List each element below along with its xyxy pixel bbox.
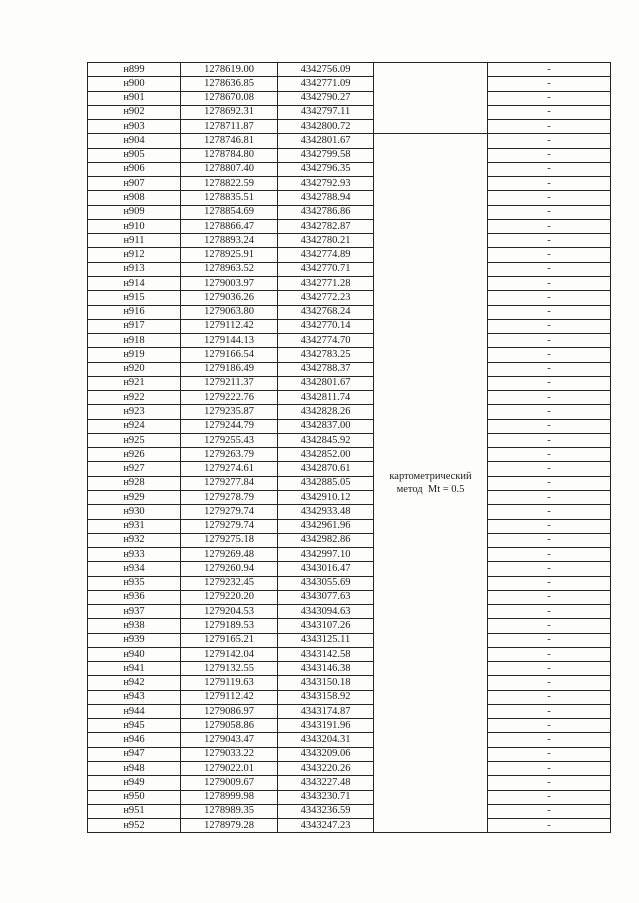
table-row [88,462,611,476]
x-coordinate-cell: 1279279.74 [181,505,278,519]
table-row [88,134,611,148]
note-cell: - [488,704,611,718]
x-coordinate-cell: 1279274.61 [181,462,278,476]
point-name-cell: н943 [88,690,181,704]
point-name-cell: н932 [88,533,181,547]
y-coordinate-cell: 4342790.27 [278,91,374,105]
x-coordinate-cell: 1279244.79 [181,419,278,433]
y-coordinate-cell: 4342870.61 [278,462,374,476]
table-row [88,533,611,547]
table-row [88,704,611,718]
y-coordinate-cell: 4343055.69 [278,576,374,590]
point-name-cell: н906 [88,162,181,176]
note-cell: - [488,505,611,519]
note-cell: - [488,291,611,305]
method-text-line1: картометрический [389,471,472,483]
x-coordinate-cell: 1279186.49 [181,362,278,376]
point-name-cell: н922 [88,391,181,405]
x-coordinate-cell: 1278963.52 [181,262,278,276]
x-coordinate-cell: 1279211.37 [181,376,278,390]
point-name-cell: н923 [88,405,181,419]
note-cell: - [488,662,611,676]
point-name-cell: н940 [88,647,181,661]
point-name-cell: н911 [88,234,181,248]
y-coordinate-cell: 4343220.26 [278,762,374,776]
x-coordinate-cell: 1279269.48 [181,548,278,562]
table-row [88,162,611,176]
y-coordinate-cell: 4342961.96 [278,519,374,533]
table-row [88,362,611,376]
y-coordinate-cell: 4342800.72 [278,120,374,134]
point-name-cell: н924 [88,419,181,433]
table-row [88,91,611,105]
table-row [88,405,611,419]
y-coordinate-cell: 4343146.38 [278,662,374,676]
table-row [88,219,611,233]
x-coordinate-cell: 1279132.55 [181,662,278,676]
x-coordinate-cell: 1278711.87 [181,120,278,134]
note-cell: - [488,319,611,333]
y-coordinate-cell: 4342770.71 [278,262,374,276]
note-cell: - [488,219,611,233]
y-coordinate-cell: 4343107.26 [278,619,374,633]
point-name-cell: н910 [88,219,181,233]
y-coordinate-cell: 4342801.67 [278,134,374,148]
y-coordinate-cell: 4343230.71 [278,790,374,804]
point-name-cell: н909 [88,205,181,219]
y-coordinate-cell: 4342782.87 [278,219,374,233]
x-coordinate-cell: 1278854.69 [181,205,278,219]
x-coordinate-cell: 1278979.28 [181,819,278,833]
x-coordinate-cell: 1278784.80 [181,148,278,162]
table-row [88,662,611,676]
y-coordinate-cell: 4342982.86 [278,533,374,547]
y-coordinate-cell: 4342933.48 [278,505,374,519]
y-coordinate-cell: 4342786.86 [278,205,374,219]
point-name-cell: н939 [88,633,181,647]
x-coordinate-cell: 1278835.51 [181,191,278,205]
y-coordinate-cell: 4342885.05 [278,476,374,490]
point-name-cell: н899 [88,63,181,77]
point-name-cell: н931 [88,519,181,533]
y-coordinate-cell: 4343142.58 [278,647,374,661]
point-name-cell: н925 [88,433,181,447]
y-coordinate-cell: 4342771.09 [278,77,374,91]
x-coordinate-cell: 1278999.98 [181,790,278,804]
x-coordinate-cell: 1278636.85 [181,77,278,91]
note-cell: - [488,234,611,248]
y-coordinate-cell: 4343094.63 [278,605,374,619]
point-name-cell: н902 [88,105,181,119]
table-row [88,733,611,747]
table-row [88,262,611,276]
note-cell: - [488,433,611,447]
note-cell: - [488,819,611,833]
note-cell: - [488,262,611,276]
note-cell: - [488,519,611,533]
x-coordinate-cell: 1279022.01 [181,762,278,776]
note-cell: - [488,690,611,704]
note-cell: - [488,448,611,462]
y-coordinate-cell: 4343247.23 [278,819,374,833]
point-name-cell: н903 [88,120,181,134]
x-coordinate-cell: 1279263.79 [181,448,278,462]
table-row [88,590,611,604]
table-row [88,305,611,319]
x-coordinate-cell: 1279165.21 [181,633,278,647]
note-cell: - [488,676,611,690]
coordinates-table-body [88,63,611,833]
note-cell: - [488,334,611,348]
y-coordinate-cell: 4343158.92 [278,690,374,704]
table-row [88,419,611,433]
x-coordinate-cell: 1278989.35 [181,804,278,818]
table-row [88,476,611,490]
point-name-cell: н930 [88,505,181,519]
x-coordinate-cell: 1279086.97 [181,704,278,718]
y-coordinate-cell: 4342774.89 [278,248,374,262]
x-coordinate-cell: 1279112.42 [181,319,278,333]
point-name-cell: н941 [88,662,181,676]
x-coordinate-cell: 1279112.42 [181,690,278,704]
table-row [88,619,611,633]
table-row [88,562,611,576]
x-coordinate-cell: 1279119.63 [181,676,278,690]
table-row [88,519,611,533]
y-coordinate-cell: 4343204.31 [278,733,374,747]
table-row [88,647,611,661]
note-cell: - [488,490,611,504]
point-name-cell: н935 [88,576,181,590]
table-row [88,433,611,447]
x-coordinate-cell: 1279255.43 [181,433,278,447]
table-row [88,205,611,219]
y-coordinate-cell: 4342770.14 [278,319,374,333]
y-coordinate-cell: 4343077.63 [278,590,374,604]
note-cell: - [488,91,611,105]
table-row [88,376,611,390]
x-coordinate-cell: 1279033.22 [181,747,278,761]
y-coordinate-cell: 4343150.18 [278,676,374,690]
point-name-cell: н938 [88,619,181,633]
point-name-cell: н926 [88,448,181,462]
x-coordinate-cell: 1279063.80 [181,305,278,319]
table-row [88,105,611,119]
table-row [88,291,611,305]
note-cell: - [488,790,611,804]
x-coordinate-cell: 1278866.47 [181,219,278,233]
table-row [88,548,611,562]
x-coordinate-cell: 1278925.91 [181,248,278,262]
point-name-cell: н927 [88,462,181,476]
point-name-cell: н905 [88,148,181,162]
note-cell: - [488,376,611,390]
x-coordinate-cell: 1279009.67 [181,776,278,790]
note-cell: - [488,419,611,433]
point-name-cell: н934 [88,562,181,576]
x-coordinate-cell: 1279260.94 [181,562,278,576]
note-cell: - [488,562,611,576]
point-name-cell: н945 [88,719,181,733]
table-row [88,177,611,191]
note-cell: - [488,619,611,633]
x-coordinate-cell: 1279036.26 [181,291,278,305]
y-coordinate-cell: 4342771.28 [278,276,374,290]
point-name-cell: н942 [88,676,181,690]
note-cell: - [488,776,611,790]
y-coordinate-cell: 4343125.11 [278,633,374,647]
note-cell: - [488,576,611,590]
table-row [88,248,611,262]
table-row [88,790,611,804]
note-cell: - [488,134,611,148]
note-cell: - [488,362,611,376]
y-coordinate-cell: 4342772.23 [278,291,374,305]
point-name-cell: н946 [88,733,181,747]
point-name-cell: н912 [88,248,181,262]
table-row [88,719,611,733]
note-cell: - [488,348,611,362]
point-name-cell: н950 [88,790,181,804]
point-name-cell: н914 [88,276,181,290]
point-name-cell: н920 [88,362,181,376]
x-coordinate-cell: 1279235.87 [181,405,278,419]
x-coordinate-cell: 1279189.53 [181,619,278,633]
table-row [88,276,611,290]
x-coordinate-cell: 1279277.84 [181,476,278,490]
y-coordinate-cell: 4342910.12 [278,490,374,504]
note-cell: - [488,191,611,205]
table-row [88,348,611,362]
x-coordinate-cell: 1278619.00 [181,63,278,77]
x-coordinate-cell: 1279003.97 [181,276,278,290]
table-row [88,120,611,134]
note-cell: - [488,405,611,419]
table-row [88,191,611,205]
x-coordinate-cell: 1278807.40 [181,162,278,176]
table-row [88,676,611,690]
table-row [88,819,611,833]
point-name-cell: н929 [88,490,181,504]
y-coordinate-cell: 4343016.47 [278,562,374,576]
note-cell: - [488,305,611,319]
note-cell: - [488,63,611,77]
table-row [88,490,611,504]
point-name-cell: н937 [88,605,181,619]
note-cell: - [488,205,611,219]
point-name-cell: н913 [88,262,181,276]
x-coordinate-cell: 1279232.45 [181,576,278,590]
note-cell: - [488,533,611,547]
y-coordinate-cell: 4342774.70 [278,334,374,348]
note-cell: - [488,719,611,733]
x-coordinate-cell: 1278670.08 [181,91,278,105]
y-coordinate-cell: 4342756.09 [278,63,374,77]
note-cell: - [488,105,611,119]
y-coordinate-cell: 4342783.25 [278,348,374,362]
point-name-cell: н901 [88,91,181,105]
x-coordinate-cell: 1278893.24 [181,234,278,248]
note-cell: - [488,804,611,818]
coordinates-table [87,62,611,833]
y-coordinate-cell: 4342768.24 [278,305,374,319]
y-coordinate-cell: 4342811.74 [278,391,374,405]
point-name-cell: н928 [88,476,181,490]
point-name-cell: н919 [88,348,181,362]
note-cell: - [488,391,611,405]
note-cell: - [488,162,611,176]
table-row [88,63,611,77]
note-cell: - [488,733,611,747]
y-coordinate-cell: 4342801.67 [278,376,374,390]
table-row [88,391,611,405]
y-coordinate-cell: 4343227.48 [278,776,374,790]
y-coordinate-cell: 4342792.93 [278,177,374,191]
table-row [88,576,611,590]
x-coordinate-cell: 1279275.18 [181,533,278,547]
y-coordinate-cell: 4343209.06 [278,747,374,761]
note-cell: - [488,647,611,661]
point-name-cell: н947 [88,747,181,761]
table-row [88,633,611,647]
point-name-cell: н918 [88,334,181,348]
method-cell-empty [374,63,488,134]
y-coordinate-cell: 4342828.26 [278,405,374,419]
y-coordinate-cell: 4343236.59 [278,804,374,818]
y-coordinate-cell: 4343191.96 [278,719,374,733]
point-name-cell: н921 [88,376,181,390]
point-name-cell: н952 [88,819,181,833]
y-coordinate-cell: 4342780.21 [278,234,374,248]
point-name-cell: н917 [88,319,181,333]
table-row [88,804,611,818]
note-cell: - [488,762,611,776]
y-coordinate-cell: 4342852.00 [278,448,374,462]
y-coordinate-cell: 4342837.00 [278,419,374,433]
x-coordinate-cell: 1279222.76 [181,391,278,405]
point-name-cell: н948 [88,762,181,776]
note-cell: - [488,747,611,761]
y-coordinate-cell: 4342845.92 [278,433,374,447]
note-cell: - [488,590,611,604]
table-row [88,762,611,776]
y-coordinate-cell: 4342788.94 [278,191,374,205]
point-name-cell: н904 [88,134,181,148]
table-row [88,747,611,761]
note-cell: - [488,548,611,562]
x-coordinate-cell: 1278746.81 [181,134,278,148]
note-cell: - [488,177,611,191]
table-row [88,77,611,91]
table-row [88,776,611,790]
x-coordinate-cell: 1279166.54 [181,348,278,362]
y-coordinate-cell: 4342799.58 [278,148,374,162]
method-text-line2: метод Mt = 0.5 [396,484,465,496]
y-coordinate-cell: 4343174.87 [278,704,374,718]
point-name-cell: н951 [88,804,181,818]
note-cell: - [488,148,611,162]
note-cell: - [488,633,611,647]
note-cell: - [488,77,611,91]
x-coordinate-cell: 1279279.74 [181,519,278,533]
x-coordinate-cell: 1279144.13 [181,334,278,348]
note-cell: - [488,248,611,262]
table-row [88,234,611,248]
note-cell: - [488,605,611,619]
point-name-cell: н936 [88,590,181,604]
point-name-cell: н949 [88,776,181,790]
note-cell: - [488,462,611,476]
point-name-cell: н933 [88,548,181,562]
x-coordinate-cell: 1278692.31 [181,105,278,119]
table-row [88,334,611,348]
table-row [88,505,611,519]
table-row [88,448,611,462]
note-cell: - [488,476,611,490]
x-coordinate-cell: 1278822.59 [181,177,278,191]
x-coordinate-cell: 1279043.47 [181,733,278,747]
method-cell [374,134,488,833]
point-name-cell: н915 [88,291,181,305]
y-coordinate-cell: 4342796.35 [278,162,374,176]
point-name-cell: н907 [88,177,181,191]
point-name-cell: н944 [88,704,181,718]
y-coordinate-cell: 4342788.37 [278,362,374,376]
y-coordinate-cell: 4342997.10 [278,548,374,562]
note-cell: - [488,276,611,290]
x-coordinate-cell: 1279142.04 [181,647,278,661]
x-coordinate-cell: 1279058.86 [181,719,278,733]
point-name-cell: н908 [88,191,181,205]
table-row [88,690,611,704]
x-coordinate-cell: 1279278.79 [181,490,278,504]
table-row [88,148,611,162]
x-coordinate-cell: 1279204.53 [181,605,278,619]
x-coordinate-cell: 1279220.20 [181,590,278,604]
point-name-cell: н900 [88,77,181,91]
table-row [88,605,611,619]
y-coordinate-cell: 4342797.11 [278,105,374,119]
table-row [88,319,611,333]
note-cell: - [488,120,611,134]
point-name-cell: н916 [88,305,181,319]
